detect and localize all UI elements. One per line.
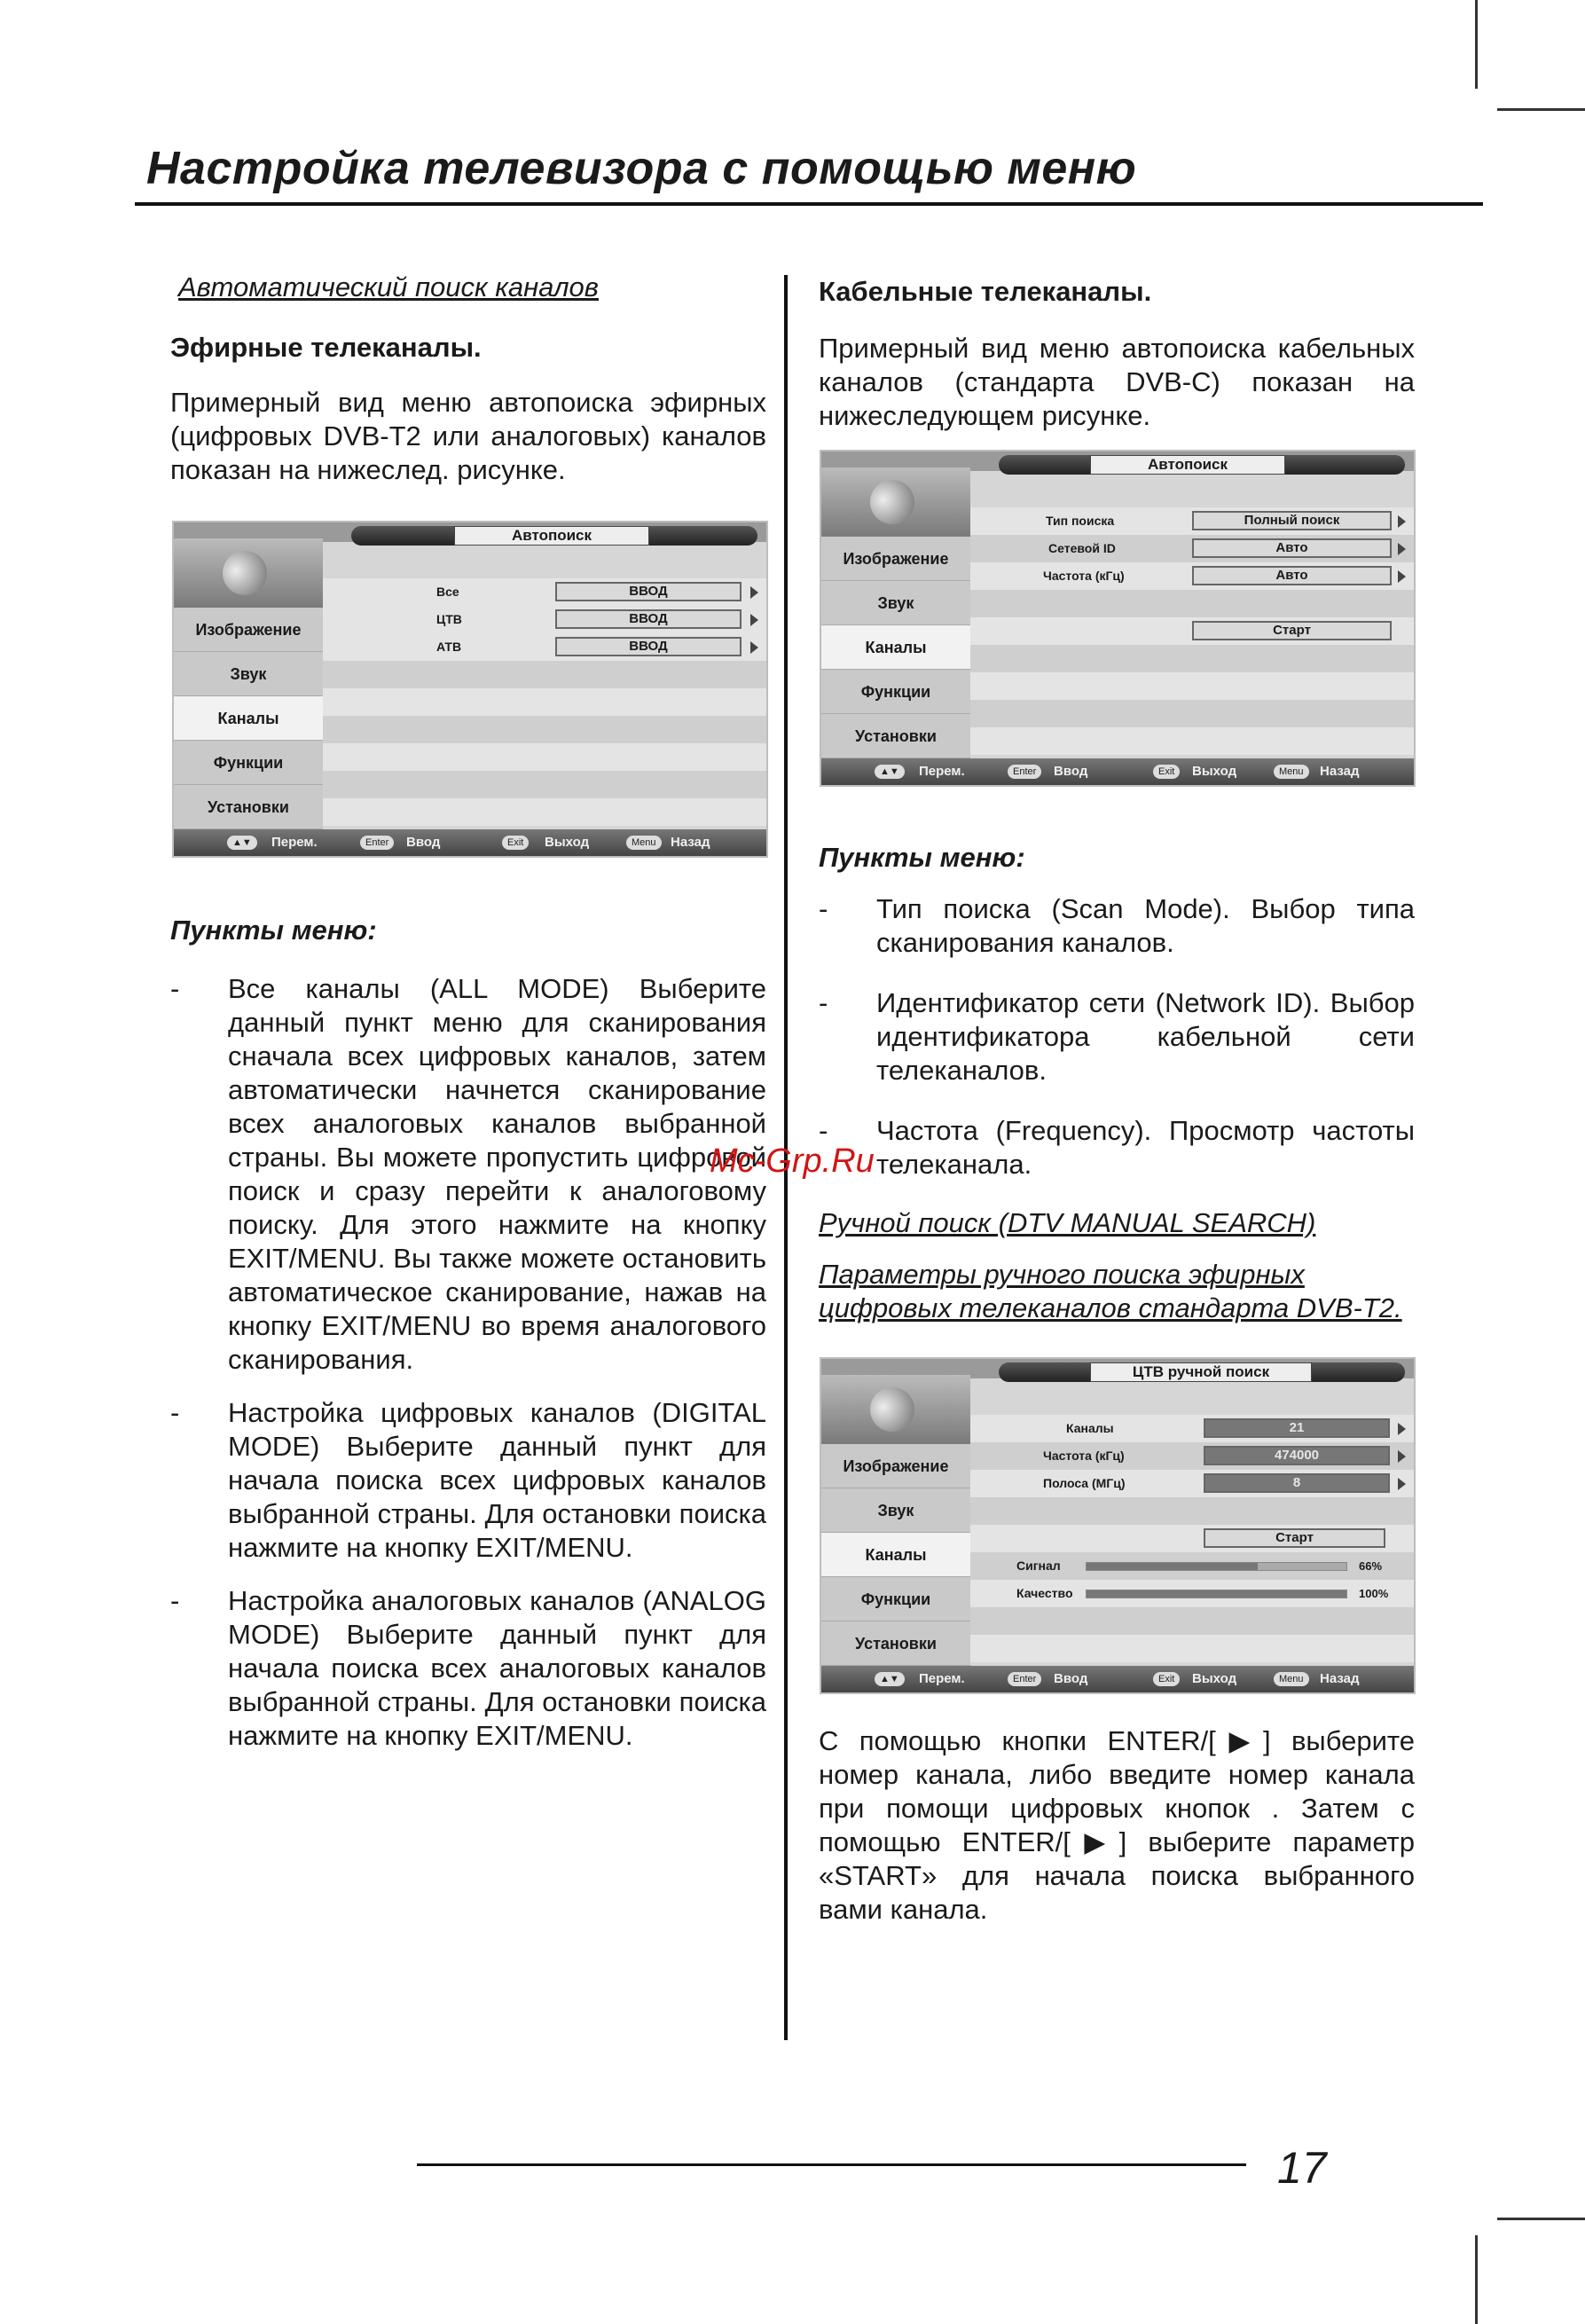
menu-row-atv[interactable]	[323, 633, 766, 661]
arrow-right-icon	[1398, 543, 1406, 555]
footer-enter: Ввод	[406, 835, 441, 850]
sidebar-item-sound[interactable]: Звук	[821, 581, 970, 625]
arrow-right-icon	[1398, 1478, 1406, 1490]
manual-search-subtitle: Параметры ручного поиска эфирных цифровых телеканалов стандарта DVB-T2.	[819, 1259, 1402, 1323]
intro-cable: Примерный вид меню автопоиска кабельных каналов (стандарта DVB-C) показан на нижеследующем рисунке.	[819, 333, 1415, 431]
sidebar-item-channels[interactable]: Каналы	[821, 1533, 970, 1577]
arrow-right-icon	[1398, 515, 1406, 528]
signal-label: Сигнал	[1016, 1558, 1061, 1573]
tv-menu-autosearch-terrestrial	[172, 521, 768, 858]
menu-row-all[interactable]	[323, 578, 766, 606]
list-item-text: Тип поиска (Scan Mode). Выбор типа сканирования каналов.	[876, 893, 1415, 958]
menu-row-start[interactable]	[970, 1525, 1414, 1552]
menu-key: Menu	[1274, 1672, 1309, 1686]
quality-bar-fill	[1087, 1590, 1346, 1598]
exit-key: Exit	[1153, 765, 1180, 779]
footer-back: Назад	[1320, 764, 1360, 779]
menu-row-empty	[970, 1607, 1414, 1635]
satellite-dish-icon	[862, 1379, 922, 1440]
menu-row-empty	[323, 661, 766, 688]
sidebar-item-sound[interactable]: Звук	[821, 1488, 970, 1533]
sidebar-item-settings[interactable]: Установки	[174, 785, 323, 829]
footer-enter: Ввод	[1054, 1671, 1088, 1686]
footer-rule	[417, 2163, 1246, 2166]
satellite-dish-icon	[215, 543, 275, 603]
up-down-key-icon: ▲▼	[875, 1672, 905, 1686]
footer-move: Перем.	[271, 835, 318, 850]
menu-key: Menu	[1274, 765, 1309, 779]
menu-row-empty	[323, 771, 766, 798]
sidebar-item-settings[interactable]: Установки	[821, 1621, 970, 1666]
menu-row-bandwidth[interactable]	[970, 1470, 1414, 1497]
right-column-items	[819, 841, 1415, 1325]
menu-row-channel[interactable]	[970, 1415, 1414, 1442]
left-column	[170, 271, 766, 487]
menu-title: Автопоиск	[454, 526, 649, 546]
row-label: Полоса (МГц)	[1043, 1476, 1126, 1490]
list-dash: -	[819, 1115, 828, 1146]
list-dash: -	[170, 1585, 180, 1616]
start-button[interactable]: Старт	[1192, 621, 1392, 640]
menu-row-empty	[323, 743, 766, 771]
satellite-logo	[821, 467, 970, 537]
manual-search-title: Ручной поиск (DTV MANUAL SEARCH)	[819, 1207, 1316, 1238]
subheading-terrestrial: Эфирные телеканалы.	[170, 332, 482, 363]
crop-mark	[1497, 2218, 1585, 2220]
row-value[interactable]: 474000	[1204, 1446, 1390, 1465]
satellite-dish-icon	[862, 472, 922, 532]
satellite-logo	[821, 1375, 970, 1444]
sidebar-item-functions[interactable]: Функции	[821, 1577, 970, 1621]
row-value[interactable]: Авто	[1192, 566, 1392, 585]
row-value[interactable]: ВВОД	[555, 582, 741, 601]
tv-menu-dtv-manual-search	[820, 1357, 1416, 1694]
sidebar-item-functions[interactable]: Функции	[174, 741, 323, 785]
outro-text: С помощью кнопки ENTER/[▶] выберите номер канала, либо введите номер канала при помощи цифровых кнопок . Затем с помощью ENTER/[▶] выберите параметр «START» для начала поиска выбранного вами канала.	[819, 1725, 1415, 1925]
quality-label: Качество	[1016, 1586, 1073, 1600]
list-dash: -	[170, 973, 180, 1004]
menu-row-empty	[970, 1635, 1414, 1662]
list-dash: -	[170, 1397, 180, 1428]
menu-row-frequency[interactable]	[970, 1442, 1414, 1470]
row-label: ЦТВ	[436, 612, 462, 626]
signal-bar	[1086, 1562, 1347, 1571]
list-item	[170, 972, 766, 1377]
menu-row-network-id[interactable]	[970, 535, 1414, 562]
menu-row-empty	[323, 798, 766, 826]
intro-terrestrial: Примерный вид меню автопоиска эфирных (цифровых DVB-T2 или аналоговых) каналов показан на нижеслед. рисунке.	[170, 387, 766, 485]
row-value[interactable]: 8	[1204, 1473, 1390, 1493]
menu-row-scan-mode[interactable]	[970, 507, 1414, 535]
arrow-right-icon	[750, 614, 758, 626]
enter-key: Enter	[360, 836, 394, 850]
menu-row-empty	[970, 590, 1414, 617]
menu-footer	[821, 1666, 1414, 1692]
menu-row-empty	[970, 672, 1414, 700]
row-value[interactable]: ВВОД	[555, 637, 741, 656]
arrow-right-icon	[750, 641, 758, 654]
up-down-key-icon: ▲▼	[227, 836, 257, 850]
menu-row-empty	[970, 1497, 1414, 1525]
right-column	[819, 275, 1415, 433]
menu-row-empty	[970, 700, 1414, 727]
row-value[interactable]: ВВОД	[555, 609, 741, 629]
row-value[interactable]: Полный поиск	[1192, 511, 1392, 530]
quality-percent: 100%	[1359, 1587, 1389, 1600]
title-rule	[135, 202, 1483, 206]
list-item-text: Все каналы (ALL MODE) Выберите данный пункт меню для сканирования сначала всех цифровых каналов, затем автоматически начнется сканирование всех аналоговых каналов выбранной страны. Вы можете пропустить цифровой поиск и сразу перейти к аналоговому поиску. Для этого нажмите на кнопку EXIT/MENU. Вы также можете остановить автоматическое сканирование, нажав на кнопку EXIT/MENU во время аналогового сканирования.	[228, 973, 766, 1375]
tv-menu-autosearch-cable	[820, 450, 1416, 787]
footer-back: Назад	[671, 835, 710, 850]
menu-footer	[821, 758, 1414, 785]
menu-items-heading: Пункты меню:	[819, 842, 1025, 873]
menu-row-empty	[970, 645, 1414, 672]
enter-key: Enter	[1008, 1672, 1041, 1686]
footer-move: Перем.	[919, 764, 965, 779]
menu-items-heading: Пункты меню:	[170, 915, 377, 946]
list-item	[170, 1584, 766, 1753]
signal-percent: 66%	[1359, 1559, 1383, 1573]
list-dash: -	[819, 987, 828, 1018]
menu-row-empty	[323, 716, 766, 743]
arrow-right-icon	[1398, 1450, 1406, 1463]
row-label: Тип поиска	[1046, 514, 1115, 528]
list-item-text: Настройка аналоговых каналов (ANALOG MODE) Выберите данный пункт для начала поиска всех аналоговых каналов выбранной страны. Для остановки поиска нажмите на кнопку EXIT/MENU.	[228, 1585, 766, 1751]
quality-bar	[1086, 1590, 1347, 1598]
sidebar-item-sound[interactable]: Звук	[174, 652, 323, 696]
list-item-text: Частота (Frequency). Просмотр частоты телеканала.	[876, 1115, 1415, 1180]
arrow-right-icon	[1398, 570, 1406, 583]
footer-exit: Выход	[1192, 764, 1237, 779]
row-label: Частота (кГц)	[1043, 1449, 1125, 1463]
row-label: Все	[436, 585, 459, 599]
sidebar-item-channels[interactable]: Каналы	[821, 625, 970, 670]
menu-row-empty	[970, 727, 1414, 755]
menu-footer	[174, 829, 766, 856]
page-number: 17	[1277, 2143, 1327, 2193]
list-item	[819, 1114, 1415, 1182]
list-item-text: Идентификатор сети (Network ID). Выбор идентификатора кабельной сети телеканалов.	[876, 987, 1415, 1086]
up-down-key-icon: ▲▼	[875, 765, 905, 779]
crop-mark	[1497, 108, 1585, 111]
footer-exit: Выход	[545, 835, 590, 850]
row-label: Сетевой ID	[1048, 541, 1116, 555]
footer-move: Перем.	[919, 1671, 965, 1686]
sidebar-item-picture[interactable]: Изображение	[174, 608, 323, 652]
sidebar-item-settings[interactable]: Установки	[821, 714, 970, 758]
exit-key: Exit	[1153, 1672, 1180, 1686]
sidebar-item-picture[interactable]: Изображение	[821, 1444, 970, 1488]
crop-mark	[1475, 0, 1478, 89]
start-button[interactable]: Старт	[1204, 1528, 1385, 1548]
menu-title: Автопоиск	[1090, 455, 1285, 475]
list-item-text: Настройка цифровых каналов (DIGITAL MODE) Выберите данный пункт для начала поиска всех цифровых каналов выбранной страны. Для остановки поиска нажмите на кнопку EXIT/MENU.	[228, 1397, 766, 1563]
menu-row-start[interactable]	[970, 617, 1414, 645]
sidebar-item-picture[interactable]: Изображение	[821, 537, 970, 581]
page-title: Настройка телевизора с помощью меню	[146, 143, 1137, 194]
left-column-items	[170, 914, 766, 1753]
arrow-right-icon	[1398, 1423, 1406, 1435]
list-item	[170, 1396, 766, 1565]
signal-bar-fill	[1087, 1563, 1258, 1570]
menu-row-dtv[interactable]	[323, 606, 766, 633]
menu-row-frequency[interactable]	[970, 562, 1414, 590]
row-label: Каналы	[1066, 1421, 1114, 1435]
menu-row-signal	[970, 1552, 1414, 1580]
section-title: Автоматический поиск каналов	[178, 271, 599, 302]
menu-title: ЦТВ ручной поиск	[1090, 1362, 1312, 1382]
row-value[interactable]: Авто	[1192, 538, 1392, 558]
footer-exit: Выход	[1192, 1671, 1237, 1686]
menu-key: Menu	[626, 836, 662, 850]
crop-mark	[1475, 2235, 1478, 2324]
enter-key: Enter	[1008, 765, 1041, 779]
subheading-cable: Кабельные телеканалы.	[819, 276, 1152, 307]
footer-back: Назад	[1320, 1671, 1360, 1686]
menu-row-empty	[323, 688, 766, 716]
watermark: Mc-Grp.Ru	[710, 1142, 875, 1180]
exit-key: Exit	[502, 836, 529, 850]
list-dash: -	[819, 893, 828, 924]
row-label: Частота (кГц)	[1043, 569, 1125, 583]
footer-enter: Ввод	[1054, 764, 1088, 779]
sidebar-item-functions[interactable]: Функции	[821, 670, 970, 714]
row-value[interactable]: 21	[1204, 1418, 1390, 1438]
arrow-right-icon	[750, 586, 758, 599]
sidebar-item-channels[interactable]: Каналы	[174, 696, 323, 741]
list-item	[819, 986, 1415, 1087]
right-column-outro	[819, 1724, 1415, 1927]
menu-row-quality	[970, 1580, 1414, 1607]
list-item	[819, 892, 1415, 960]
satellite-logo	[174, 538, 323, 608]
row-label: АТВ	[436, 640, 462, 654]
